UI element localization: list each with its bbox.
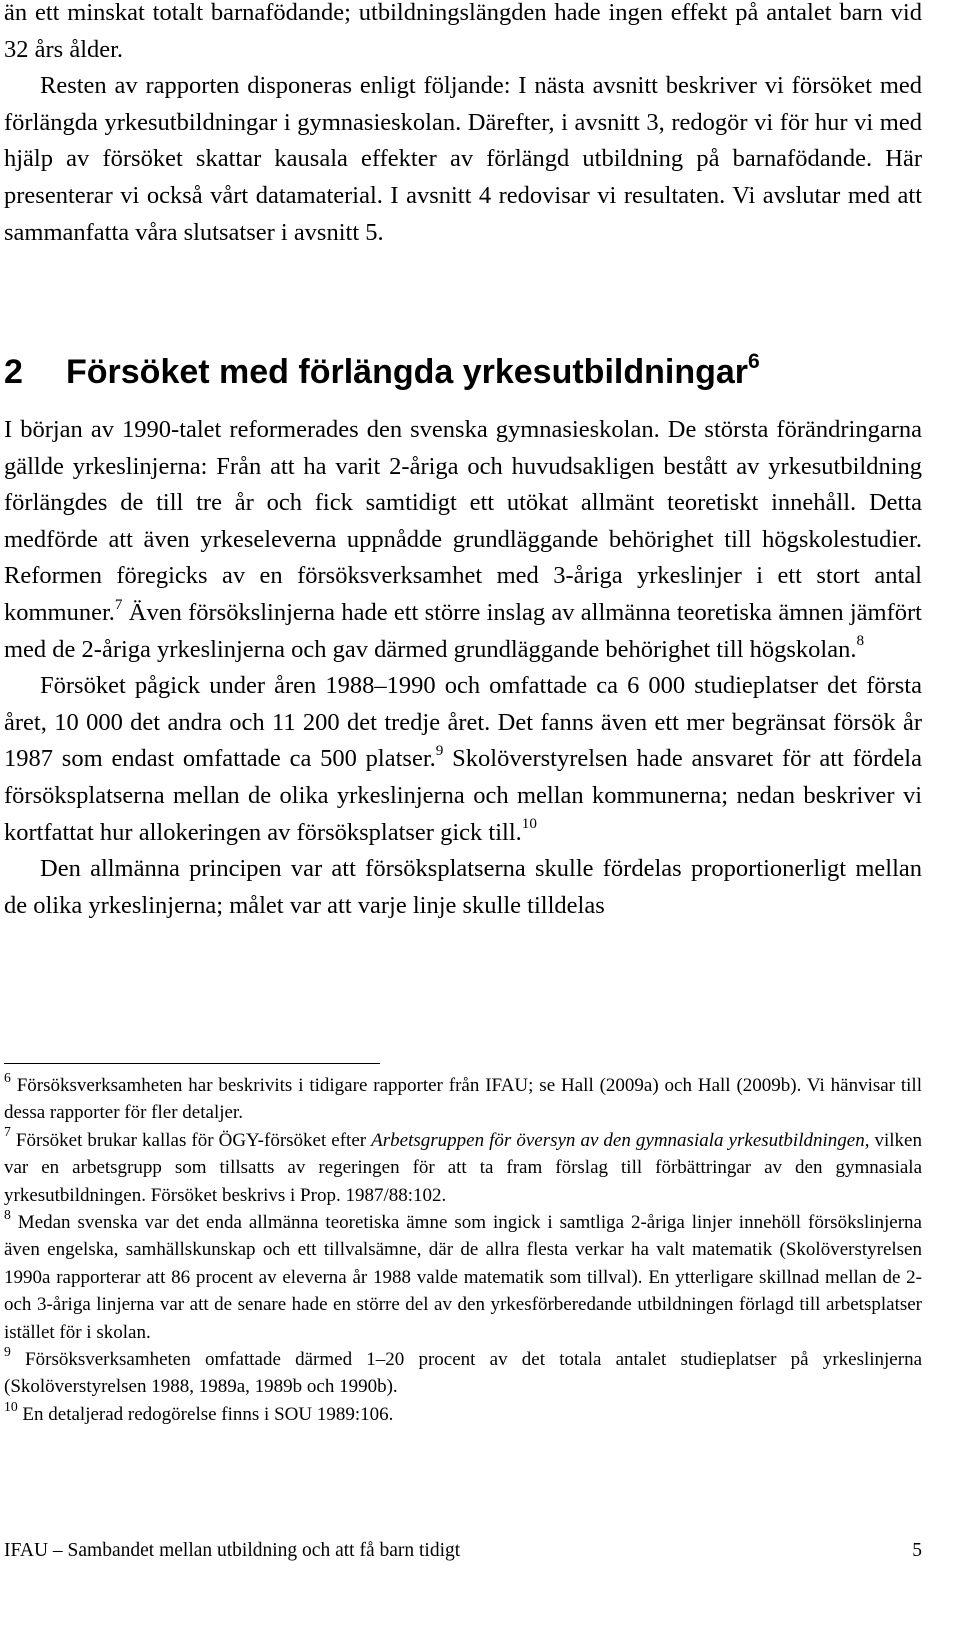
page-number: 5	[912, 1540, 922, 1561]
footer-title: IFAU – Sambandet mellan utbildning och att få barn tidigt	[4, 1540, 461, 1561]
intro-section	[4, 0, 922, 251]
footnote-number: 9	[4, 1343, 11, 1359]
footnote-ref-9[interactable]: 9	[435, 741, 444, 759]
footnote-text: Försöksverksamheten omfattade därmed 1–20 procent av det totala antalet studieplatser på yrkeslinjerna (Skolöverstyrelsen 1988, 1989a, 1989b och 1990b).	[4, 1349, 922, 1398]
paragraph-text: I början av 1990-talet reformerades den svenska gymnasieskolan. De största förändringarna gällde yrkeslinjerna: Från att ha varit 2-åriga och huvudsakligen bestått av yrkesutbildning förlängdes de till tre år och fick samtidigt ett utökat allmänt teoretiskt innehåll. Detta medförde att även yrkeseleverna uppnådde grundläggande behörighet till högskolestudier. Reformen föregicks av en försöksverksamhet med 3-åriga yrkeslinjer i ett stort antal kommuner.	[4, 416, 922, 626]
footnote-ref-8[interactable]: 8	[856, 632, 865, 650]
footnote-ref-10[interactable]: 10	[521, 815, 537, 833]
footnote-ref-6[interactable]: 6	[748, 349, 760, 373]
footnote-number: 10	[4, 1398, 18, 1414]
paragraph-trial	[4, 668, 922, 851]
footnote-italic-title: Arbetsgruppen för översyn av den gymnasiala yrkesutbildningen	[371, 1129, 865, 1151]
footnote-text: Försöket brukar kallas för ÖGY-försöket efter	[10, 1129, 372, 1151]
section-number: 2	[4, 353, 23, 391]
footnote-7	[4, 1124, 922, 1209]
footnote-separator	[4, 1063, 380, 1064]
footnotes	[4, 1069, 922, 1428]
footnote-9	[4, 1343, 922, 1401]
footnote-6	[4, 1069, 922, 1127]
footnote-number: 7	[4, 1124, 11, 1140]
footnote-ref-7[interactable]: 7	[114, 595, 123, 613]
footnote-number: 6	[4, 1069, 11, 1085]
paragraph-text: Även försökslinjerna hade ett större inslag av allmänna teoretiska ämnen jämfört med de 2-åriga yrkeslinjerna och gav därmed grundläggande behörighet till högskolan.	[4, 598, 922, 663]
footnote-text: En detaljerad redogörelse finns i SOU 1989:106.	[17, 1403, 394, 1425]
footnote-text: , vilken var en arbetsgrupp som tillsatts av regeringen för att ta fram förslag till förbättringar av den gymnasiala yrkesutbildningen. Försöket beskrivs i Prop. 1987/88:102.	[4, 1129, 922, 1206]
paragraph-text: Försöket pågick under åren 1988–1990 och omfattade ca 6 000 studieplatser det första året, 10 000 det andra och 11 200 det tredje året. Det fanns även ett mer begränsat försök år 1987 som endast omfattade ca 500 platser.	[4, 672, 922, 773]
paragraph-text: Skolöverstyrelsen hade ansvaret för att fördela försöksplatserna mellan de olika yrkeslinjerna och mellan kommunerna; nedan beskriver vi kortfattat hur allokeringen av försöksplatser gick till.	[4, 745, 922, 846]
section-heading	[4, 350, 922, 394]
section-title: Försöket med förlängda yrkesutbildningar	[66, 353, 749, 391]
paragraph-reform	[4, 412, 922, 668]
footnote-text: Försöksverksamheten har beskrivits i tidigare rapporter från IFAU; se Hall (2009a) och Hall (2009b). Vi hänvisar till dessa rapporter för fler detaljer.	[4, 1075, 922, 1124]
paragraph-continuation: än ett minskat totalt barnafödande; utbildningslängden hade ingen effekt på antalet barn vid 32 års ålder.	[4, 0, 922, 63]
footnote-10	[4, 1398, 922, 1428]
paragraph-outline: Resten av rapporten disponeras enligt följande: I nästa avsnitt beskriver vi försöket med förlängda yrkesutbildningar i gymnasieskolan. Därefter, i avsnitt 3, redogör vi för hur vi med hjälp av försöket skattar kausala effekter av förlängd utbildning på barnafödande. Här presenterar vi också vårt datamaterial. I avsnitt 4 redovisar vi resultaten. Vi avslutar med att sammanfatta våra slutsatser i avsnitt 5.	[4, 72, 922, 246]
section-body	[4, 412, 922, 924]
footnote-text: Medan svenska var det enda allmänna teoretiska ämne som ingick i samtliga 2-åriga linjer innehöll försökslinjerna även engelska, samhällskunskap och ett tillvalsämne, där de allra flesta verkar ha valt matematik (Skolöverstyrelsen 1990a rapporterar att 86 procent av eleverna år 1988 valde matematik som tillval). En ytterligare skillnad mellan de 2- och 3-åriga linjerna var att de senare hade en större del av den yrkesförberedande utbildningen förlagd till arbetsplatser istället för i skolan.	[4, 1212, 922, 1343]
paragraph-principle: Den allmänna principen var att försöksplatserna skulle fördelas proportionerligt mellan de olika yrkeslinjerna; målet var att varje linje skulle tilldelas	[4, 855, 922, 919]
footnote-8	[4, 1206, 922, 1346]
footnote-number: 8	[4, 1206, 11, 1222]
